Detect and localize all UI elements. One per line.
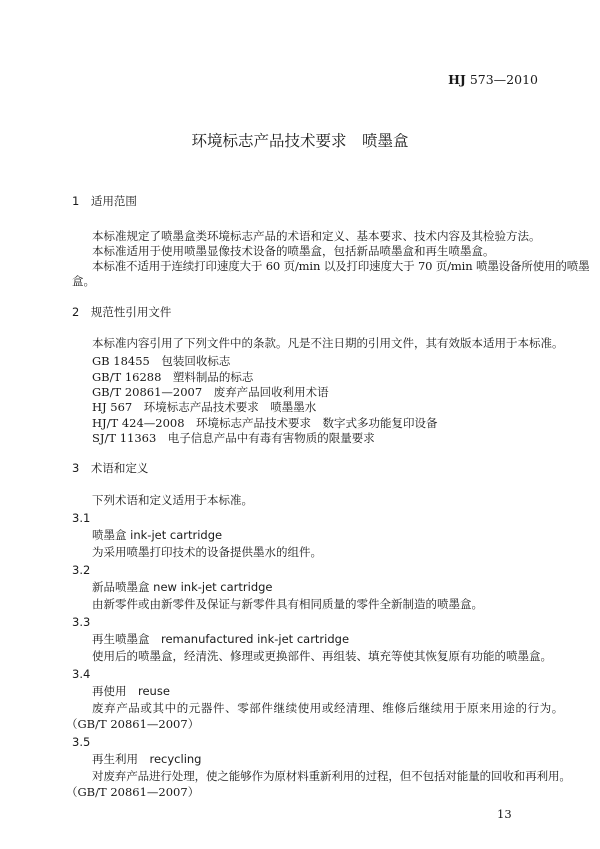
paragraph: 本标准内容引用了下列文件中的条款。凡是不注日期的引用文件，其有效版本适用于本标准。 (92, 336, 564, 350)
term-definition: 为采用喷墨打印技术的设备提供墨水的组件。 (92, 545, 322, 559)
term-number: 3.1 (72, 511, 91, 525)
reference-item: GB 18455 包装回收标志 (92, 354, 231, 368)
paragraph: 盒。 (72, 274, 95, 288)
term-definition: 对废弃产品进行处理，使之能够作为原材料重新利用的过程，但不包括对能量的回收和再利用。 (92, 769, 571, 783)
reference-item: HJ 567 环境标志产品技术要求 喷墨墨水 (92, 400, 317, 414)
term-number: 3.2 (72, 563, 91, 577)
term-number: 3.5 (72, 735, 91, 749)
term-source: （GB/T 20861—2007） (66, 785, 200, 799)
term-number: 3.4 (72, 667, 91, 681)
page-title: 环境标志产品技术要求 喷墨盒 (191, 132, 409, 150)
term-definition: 由新零件或由新零件及保证与新零件具有相同质量的零件全新制造的喷墨盒。 (92, 597, 483, 611)
reference-item: SJ/T 11363 电子信息产品中有毒有害物质的限量要求 (92, 431, 375, 445)
term-number: 3.3 (72, 615, 91, 629)
term-title: 新品喷墨盒 new ink-jet cartridge (92, 580, 273, 594)
term-definition: 废弃产品或其中的元器件、零部件继续使用或经清理、维修后继续用于原来用途的行为。 (92, 701, 564, 715)
paragraph: 本标准不适用于连续打印速度大于 60 页/min 以及打印速度大于 70 页/min 喷墨设备所使用的喷墨 (92, 259, 590, 273)
term-title: 喷墨盒 ink-jet cartridge (92, 528, 223, 542)
term-title: 再生喷墨盒 remanufactured ink-jet cartridge (92, 632, 350, 646)
section-heading: 1 适用范围 (72, 194, 137, 208)
section-heading: 3 术语和定义 (72, 461, 149, 475)
reference-item: GB/T 16288 塑料制品的标志 (92, 370, 254, 384)
term-source: （GB/T 20861—2007） (66, 717, 200, 731)
paragraph: 本标准规定了喷墨盒类环境标志产品的术语和定义、基本要求、技术内容及其检验方法。 (92, 229, 541, 243)
term-definition: 使用后的喷墨盒，经清洗、修理或更换部件、再组装、填充等使其恢复原有功能的喷墨盒。 (92, 649, 552, 663)
paragraph: 下列术语和定义适用于本标准。 (92, 493, 253, 507)
paragraph: 本标准适用于使用喷墨显像技术设备的喷墨盒，包括新品喷墨盒和再生喷墨盒。 (92, 244, 495, 258)
page-number: 13 (497, 807, 512, 821)
standard-code: HJ 573—2010 (448, 72, 538, 87)
term-title: 再使用 reuse (92, 684, 170, 698)
section-heading: 2 规范性引用文件 (72, 305, 172, 319)
reference-item: HJ/T 424—2008 环境标志产品技术要求 数字式多功能复印设备 (92, 416, 438, 430)
term-title: 再生利用 recycling (92, 752, 202, 766)
reference-item: GB/T 20861—2007 废弃产品回收利用术语 (92, 385, 329, 399)
